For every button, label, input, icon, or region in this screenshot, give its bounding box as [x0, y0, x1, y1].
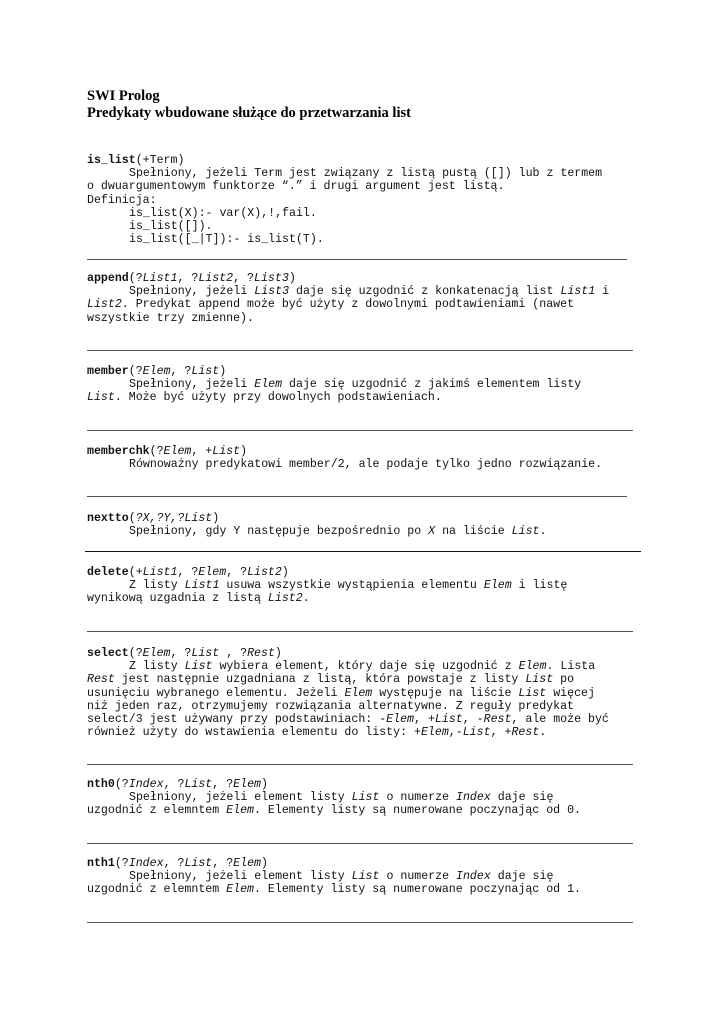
- arg-index: Index: [128, 857, 164, 870]
- predicate-name: member: [87, 365, 129, 378]
- entry-delete: [87, 566, 647, 606]
- italic-term: List2: [87, 298, 122, 312]
- text-span: i listę: [511, 579, 568, 593]
- text-span: daje się uzgodnić z jakimś elementem listy: [282, 378, 582, 392]
- italic-term: List: [351, 791, 380, 805]
- arg-rest: Rest: [247, 647, 275, 660]
- description-line: [87, 592, 647, 605]
- separator-rule: [87, 922, 633, 923]
- arg-close: ): [274, 647, 282, 660]
- arg-separator: , ?: [163, 778, 185, 791]
- text-span: Z listy: [129, 660, 185, 674]
- italic-term: Elem: [344, 686, 373, 700]
- text-span: , ale może być: [511, 712, 609, 726]
- text-span: . Predykat append może być użyty z dowolnymi podtawieniami (nawet: [121, 298, 575, 312]
- definition-label: Definicja:: [87, 193, 157, 207]
- description-line: wszystkie trzy zmienne).: [87, 311, 254, 325]
- text-span: Spełniony, jeżeli element listy: [129, 791, 352, 805]
- arg-elem: Elem: [142, 365, 171, 378]
- arg-list: List: [191, 365, 220, 378]
- entry-member: [87, 365, 647, 405]
- definition-line: is_list([]).: [129, 219, 213, 233]
- italic-term: List: [511, 525, 540, 539]
- arg-separator: , ?: [170, 647, 192, 660]
- separator-rule: [87, 259, 627, 260]
- arg-prefix: (?: [114, 857, 129, 870]
- arg-separator: , ?: [233, 272, 255, 285]
- arg-prefix: (+: [128, 566, 143, 579]
- italic-term: -List: [455, 726, 491, 740]
- arg-close: ): [261, 857, 268, 870]
- arg-list3: List3: [254, 272, 289, 285]
- text-span: select/3 jest używany przy podstawiniach:: [87, 712, 380, 726]
- text-span: . Lista: [546, 660, 596, 674]
- italic-term: -Rest: [476, 712, 512, 726]
- arg-prefix: (?: [128, 647, 143, 660]
- arg-prefix: (?: [128, 272, 143, 285]
- arg-elem: Elem: [142, 647, 171, 660]
- separator-rule: [87, 631, 633, 632]
- arg-prefix: (?: [114, 778, 129, 791]
- italic-term: Rest: [87, 673, 115, 687]
- text-span: Spełniony, jeżeli: [129, 285, 255, 299]
- description-line: [87, 673, 647, 686]
- entry-nth1: [87, 857, 647, 897]
- signature-line: [87, 512, 647, 525]
- text-span: ,: [414, 712, 428, 726]
- entry-memberchk: [87, 445, 647, 471]
- description-line: [87, 285, 647, 298]
- arg-elem: Elem: [198, 566, 227, 579]
- arg-separator: , ?: [212, 778, 234, 791]
- arg-close: ): [288, 272, 296, 285]
- italic-term: Elem: [518, 660, 547, 674]
- signature-line: [87, 647, 647, 660]
- italic-term: Elem: [254, 378, 283, 392]
- arg-close: ): [240, 445, 248, 458]
- document-title: SWI Prolog: [87, 88, 160, 104]
- text-span: . Elementy listy są numerowane poczynając od 0.: [254, 804, 581, 818]
- text-span: ,: [490, 726, 505, 740]
- signature-line: [87, 778, 647, 791]
- italic-term: +List: [427, 712, 463, 726]
- predicate-name: select: [87, 647, 129, 660]
- signature-line: [87, 445, 647, 458]
- arg-separator: , ?: [163, 857, 185, 870]
- arg-list: List: [191, 647, 220, 660]
- arg-list1: List1: [142, 566, 178, 579]
- text-span: na liście: [435, 525, 512, 539]
- arg-list: List: [184, 857, 213, 870]
- text-span: Spełniony, jeżeli element listy: [129, 870, 352, 884]
- separator-rule: [87, 843, 633, 844]
- text-span: uzgodnić z elemntem: [87, 883, 227, 897]
- description-line: o dwuargumentowym funktorze “.” i drugi argument jest listą.: [87, 180, 505, 194]
- text-span: uzgodnić z elemntem: [87, 804, 227, 818]
- arg-separator: , ?: [212, 857, 234, 870]
- separator-rule: [87, 430, 633, 431]
- description-line: [87, 883, 647, 896]
- separator-rule: [87, 496, 627, 497]
- arg-elem: Elem: [233, 778, 261, 791]
- description-line: [87, 378, 647, 391]
- text-span: o numerze: [379, 791, 457, 805]
- arg-prefix: (: [128, 512, 136, 525]
- separator-rule: [85, 551, 641, 552]
- italic-term: List: [184, 660, 213, 674]
- italic-term: List1: [560, 285, 596, 299]
- arg-prefix: (?: [128, 365, 143, 378]
- description-line: [87, 726, 647, 739]
- arg-separator: , ?: [177, 566, 199, 579]
- text-span: . Może być użyty przy dowolnych podstawieniach.: [114, 391, 442, 405]
- text-span: wybiera element, który daje się uzgodnić z: [212, 660, 519, 674]
- text-span: jest następnie uzgadniana z listą, która powstaje z listy: [114, 673, 526, 687]
- arg-list2: List2: [198, 272, 234, 285]
- italic-term: List2: [267, 592, 303, 606]
- arg-list2: List2: [247, 566, 282, 579]
- text-span: usuwa wszystkie wystąpienia elementu: [219, 579, 484, 593]
- separator-rule: [87, 764, 633, 765]
- text-span: daje się: [490, 791, 554, 805]
- italic-term: List3: [254, 285, 290, 299]
- description-line: [87, 391, 647, 404]
- italic-term: Elem: [483, 579, 512, 593]
- text-span: . Elementy listy są numerowane poczynając od 1.: [254, 883, 581, 897]
- text-span: więcej: [546, 686, 595, 700]
- arg-separator: , ?: [170, 365, 192, 378]
- text-span: usunięciu wybranego elementu. Jeżeli: [87, 686, 345, 700]
- italic-term: List1: [184, 579, 220, 593]
- description-line: [87, 804, 647, 817]
- predicate-name: nextto: [87, 512, 129, 525]
- description-line: [87, 791, 647, 804]
- italic-term: List: [525, 673, 554, 687]
- italic-term: Elem: [226, 883, 254, 897]
- signature-line: [87, 272, 647, 285]
- entry-nth0: [87, 778, 647, 818]
- arg-list1: List1: [142, 272, 178, 285]
- text-span: po: [553, 673, 575, 687]
- predicate-name: nth1: [87, 857, 115, 870]
- arg-list: ?X,?Y,?List: [135, 512, 213, 525]
- description-line: Równoważny predykatowi member/2, ale podaje tylko jedno rozwiązanie.: [129, 458, 603, 472]
- description-line: niż jeden raz, otrzymujemy rozwiązania alternatywne. Z reguły predykat: [87, 699, 575, 713]
- text-span: Spełniony, jeżeli: [129, 378, 255, 392]
- arg-close: ): [212, 512, 220, 525]
- description-line: Spełniony, jeżeli Term jest związany z listą pustą ([]) lub z termem: [129, 167, 603, 181]
- arg-list: List: [212, 445, 241, 458]
- definition-line: is_list(X):- var(X),!,fail.: [129, 206, 317, 220]
- signature-line: [87, 566, 647, 579]
- italic-term: Index: [456, 870, 491, 884]
- signature-line: [87, 365, 647, 378]
- text-span: .: [539, 726, 547, 740]
- arg-elem: Elem: [233, 857, 261, 870]
- predicate-args: (+Term): [135, 154, 185, 167]
- signature-line: [87, 154, 647, 167]
- text-span: o numerze: [379, 870, 457, 884]
- text-span: daje się: [490, 870, 554, 884]
- description-line: [87, 713, 647, 726]
- description-line: [87, 660, 647, 673]
- predicate-name: is_list: [87, 154, 136, 167]
- arg-separator: , ?: [177, 272, 199, 285]
- arg-elem: Elem: [163, 445, 192, 458]
- italic-term: Index: [456, 791, 491, 805]
- predicate-name: memberchk: [87, 445, 150, 458]
- italic-term: X: [428, 525, 436, 539]
- entry-append: [87, 272, 647, 325]
- predicate-name: nth0: [87, 778, 115, 791]
- italic-term: -Elem: [379, 712, 415, 726]
- predicate-name: delete: [87, 566, 129, 579]
- arg-close: ): [281, 566, 289, 579]
- arg-separator: , +: [191, 445, 213, 458]
- description-line: [87, 687, 647, 700]
- text-span: .: [539, 525, 547, 539]
- arg-list: List: [184, 778, 213, 791]
- italic-term: +Rest: [504, 726, 540, 740]
- signature-line: [87, 857, 647, 870]
- definition-line: is_list([_|T]):- is_list(T).: [129, 233, 324, 247]
- text-span: również użyty do wstawienia elementu do listy:: [87, 726, 414, 740]
- italic-term: Elem: [226, 804, 254, 818]
- arg-prefix: (?: [149, 445, 164, 458]
- text-span: ,: [448, 726, 456, 740]
- description-line: [87, 525, 647, 538]
- description-line: [87, 298, 647, 311]
- text-span: wynikową uzgadnia z listą: [87, 592, 268, 606]
- separator-rule: [87, 350, 633, 351]
- text-span: występuje na liście: [372, 686, 519, 700]
- arg-separator: , ?: [226, 566, 248, 579]
- text-span: ,: [462, 712, 477, 726]
- description-line: [87, 579, 647, 592]
- document-subtitle: Predykaty wbudowane służące do przetwarzania list: [87, 105, 411, 121]
- entry-select: [87, 647, 647, 739]
- italic-term: +Elem: [414, 726, 449, 740]
- italic-term: List: [351, 870, 380, 884]
- italic-term: List: [87, 391, 115, 405]
- italic-term: List: [518, 686, 547, 700]
- entry-nextto: [87, 512, 647, 538]
- arg-separator: , ?: [219, 647, 248, 660]
- text-span: Spełniony, gdy Y następuje bezpośrednio po: [129, 525, 429, 539]
- text-span: daje się uzgodnić z konkatenacją list: [289, 285, 561, 299]
- text-span: .: [302, 592, 310, 606]
- entry-is-list: [87, 154, 647, 246]
- text-span: i: [595, 285, 610, 299]
- predicate-name: append: [87, 272, 129, 285]
- arg-close: ): [261, 778, 268, 791]
- text-span: Z listy: [129, 579, 185, 593]
- description-line: [87, 870, 647, 883]
- arg-index: Index: [128, 778, 164, 791]
- arg-close: ): [219, 365, 227, 378]
